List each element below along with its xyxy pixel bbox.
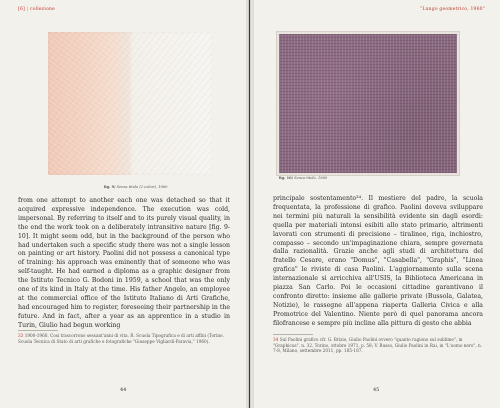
body-text-left: [18, 197, 230, 331]
footnote-number: 34: [273, 337, 279, 342]
running-head-right: "Lungo geometrico, 1960": [420, 7, 485, 12]
running-head-section: collezione: [29, 7, 55, 12]
footnote-right: [273, 337, 483, 354]
page-number-right: 45: [373, 387, 380, 393]
body-text-right: [273, 195, 483, 329]
paragraph: from one attempt to another each one was detached so that it acquired expressive independence. The execution was cold, impersonal. By referring to itself and to its purely visual quality, in the end the work took on a deliberately intransitive nature [fig. 9-10]. It might seem odd, but in the background of the person who had undertaken such a specific study there was not a single lesson on painting or art history. Paolini did not possess a canonical type of training: his approach was eminently that of someone who was self-taught. He had earned a diploma as a graphic designer from the Istituto Tecnico G. Bodoni in 1959, a school that was the only one of its kind in Italy at the time. His father Angelo, an employee at the commercial office of the Istituto Italiano di Arti Grafiche, had encouraged him to register, foreseeing their partnership in the future. And in fact, after a year as an apprentice in a studio in Turin, Giulio had begun working: [18, 197, 230, 329]
figure-number: fig. 10/: [279, 176, 293, 180]
footnote-text: 1900-1960. Cosi trascorrono sessant'anni di vita. R. Scuola Tipografica e di arti affini (Torino. Scuola Tecnica di Stato di arti grafiche e fotografiche "Giuseppe Vigliardi-Paravia," 1960).: [18, 333, 224, 344]
right-page: [250, 0, 500, 408]
footnote-rule: [18, 330, 58, 331]
figure-title: Senza titolo (2 colori), 1960: [116, 185, 168, 189]
running-head-separator: |: [26, 7, 29, 12]
page-number-left: 44: [120, 387, 127, 393]
footnote-number: 33: [18, 333, 24, 338]
book-gutter: [246, 0, 254, 408]
figure-caption-left: [104, 185, 167, 189]
canvas-texture: [279, 34, 457, 173]
artwork-image-two-colors: [48, 32, 212, 175]
running-head-number: [6]: [18, 7, 25, 12]
footnote-rule: [273, 334, 313, 335]
running-head-left: [18, 7, 55, 12]
footnote-text: Sul Paolini grafico cfr. G. Brizio, Giulio Paolini ovvero "quanto ragiono sul sublime", in "Graphicus", n. 32, Torino, ottobre 1971, p. 58; V. Russo, Giulio Paolini in Rai, in "L'uomo nero", n. 7-8, Milano, settembre 2011, pp. 185-187.: [273, 337, 483, 354]
paragraph: principale sostentamento³⁴. Il mestiere del padre, la scuola frequentata, la professione di grafico. Paolini doveva sviluppare nei termini più naturali la sensibilità evidente sin dagli esordi: quella per materiali intonsi esibiti allo stato primario, altrimenti lavorati con strumenti di precisione – tiralinee, riga, inchiostro, compasso – secondo un'impaginazione chiara, sempre governata dalla razionalità. Grazie anche agli studi di architettura del fratello Cesare, erano "Domus", "Casabella", "Graphis", "Linea grafica" le riviste di casa Paolini. L'aggiornamento sulla scena internazionale si arricchiva all'USIS, la Biblioteca Americana in piazza San Carlo. Poi le occasioni cittadine garantivano il confronto diretto: insieme alle gallerie private (Bussola, Galatea, Notizie), le rassegne all'appena riaperta Galleria Civica e alla Promotrice del Valentino. Niente però di quel panorama ancora filofrancese e sempre più incline alla pittura di gesto che abbia: [273, 195, 483, 327]
left-page: [0, 0, 249, 408]
figure-caption-right: [279, 176, 327, 180]
figure-number: fig. 9/: [104, 185, 116, 189]
paper-texture: [48, 32, 212, 175]
figure-title: Senza titolo, 1960: [294, 176, 328, 180]
artwork-image-untitled: [279, 34, 457, 173]
footnote-left: [18, 333, 230, 344]
